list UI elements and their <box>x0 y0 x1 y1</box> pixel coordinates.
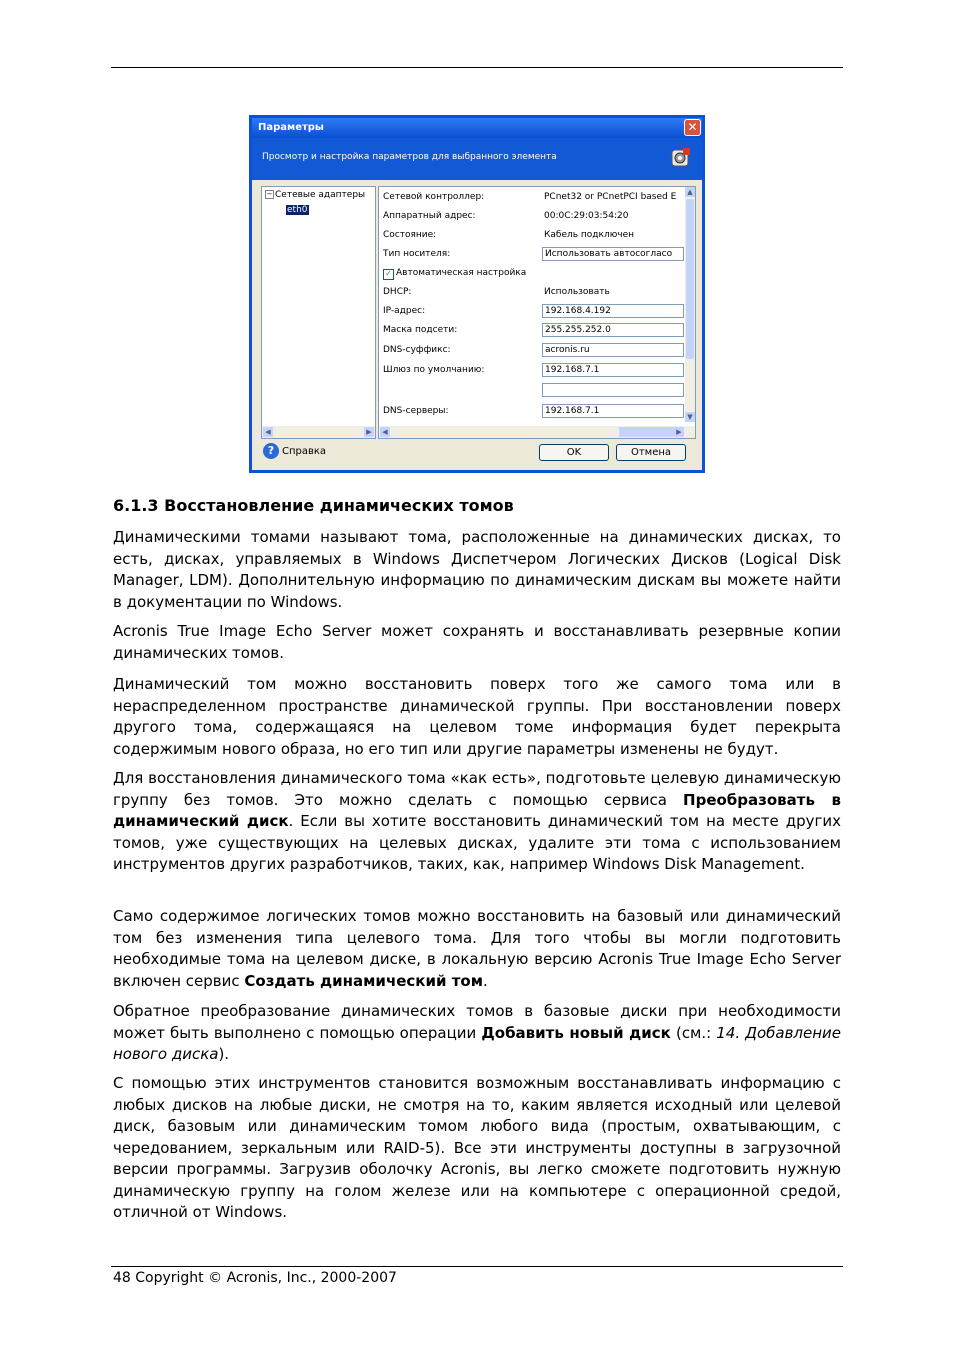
properties-horizontal-scrollbar[interactable] <box>379 426 695 438</box>
ok-button[interactable]: OK <box>539 444 609 461</box>
tree-horizontal-scrollbar[interactable] <box>262 426 375 438</box>
scroll-thumb[interactable] <box>619 427 679 437</box>
check-icon[interactable]: ✓ <box>383 269 394 280</box>
gear-icon <box>668 146 692 170</box>
parameters-dialog <box>249 115 705 473</box>
property-label: Тип носителя: <box>383 249 451 259</box>
ip-address-field[interactable]: 192.168.4.192 <box>542 304 684 318</box>
dialog-title: Параметры <box>258 122 324 133</box>
properties-vertical-scrollbar[interactable] <box>685 187 695 422</box>
service-name-convert: Преобразовать в динамический диск <box>113 790 841 830</box>
text-span: Само содержимое логических томов можно восстановить на базовый или динамический том без изменения типа целевого тома. Для того чтобы вы могли подготовить необходимые тома на целевом диске, в локальную версию Acronis True Image Echo Server включен сервис <box>113 907 841 990</box>
cross-reference-link[interactable]: 14. Добавление нового диска <box>113 1023 842 1063</box>
section-title: 6.1.3 Восстановление динамических томов <box>113 496 514 515</box>
text-span: ). <box>218 1045 230 1063</box>
paragraph <box>113 1001 841 1066</box>
property-label: Аппаратный адрес: <box>383 211 476 221</box>
property-label: DNS-серверы: <box>383 406 449 416</box>
dialog-body <box>252 138 702 470</box>
property-label: Сетевой контроллер: <box>383 192 485 202</box>
text-span: Обратное преобразование динамических томов в базовые диски при необходимости может быть выполнено с помощью операции <box>113 1002 841 1042</box>
help-icon: ? <box>263 443 279 459</box>
auto-config-label: Автоматическая настройка <box>396 268 527 278</box>
paragraph <box>113 906 841 992</box>
property-label: DNS-суффикс: <box>383 345 451 355</box>
scroll-right-icon[interactable]: ▶ <box>674 427 684 437</box>
scroll-left-icon[interactable]: ◀ <box>263 427 273 437</box>
close-icon[interactable]: ✕ <box>684 119 701 136</box>
property-value: Использовать <box>544 287 610 297</box>
property-label: Маска подсети: <box>383 325 458 335</box>
paragraph: Динамическими томами называют тома, расположенные на динамических дисках, то есть, дисках, управляемых в Windows Диспетчером Логических Дисков (Logical Disk Manager, LDM). Дополнительную информацию по динамическим дискам вы можете найти в документации по Windows. <box>113 528 841 611</box>
paragraph: Acronis True Image Echo Server может сохранять и восстанавливать резервные копии динамических томов. <box>113 622 841 662</box>
gateway-field[interactable]: 192.168.7.1 <box>542 363 684 377</box>
tree-root-label: Сетевые адаптеры <box>275 190 366 200</box>
gateway-field-2[interactable] <box>542 383 684 397</box>
subnet-mask-field[interactable]: 255.255.252.0 <box>542 323 684 337</box>
operation-name: Добавить новый диск <box>481 1023 671 1042</box>
dialog-header-text: Просмотр и настройка параметров для выбранного элемента <box>262 152 557 162</box>
property-label: DHCP: <box>383 287 412 297</box>
scroll-right-icon[interactable]: ▶ <box>364 427 374 437</box>
paragraph <box>113 768 841 876</box>
property-value: 00:0C:29:03:54:20 <box>544 211 629 221</box>
property-value: Кабель подключен <box>544 230 635 240</box>
dns-suffix-field[interactable]: acronis.ru <box>542 343 684 357</box>
scroll-left-icon[interactable]: ◀ <box>380 427 390 437</box>
tree-item-network-adapters[interactable] <box>265 190 365 200</box>
property-label: Шлюз по умолчанию: <box>383 365 485 375</box>
cancel-button[interactable]: Отмена <box>616 444 686 461</box>
properties-pane <box>378 186 696 439</box>
help-link[interactable] <box>263 443 326 459</box>
text-span: (см.: <box>670 1023 717 1042</box>
auto-config-checkbox-row[interactable] <box>383 268 526 280</box>
tree-item-eth0[interactable]: eth0 <box>287 205 308 215</box>
paragraph: С помощью этих инструментов становится возможным восстанавливать информацию с любых дисков на любые диски, не смотря на то, каким является исходный или целевой диск, базовым или динамическим томом любого вида (простым, охватывающим, с чередованием, зеркальным или RAID-5). Все эти инструменты доступны в загрузочной версии программы. Загрузив оболочку Acronis, вы легко сможете подготовить нужную динамическую группу на голом железе или на компьютере с операционной средой, отличной от Windows. <box>113 1074 841 1221</box>
dialog-titlebar <box>252 118 702 138</box>
scroll-up-icon[interactable]: ▲ <box>685 187 695 197</box>
adapters-tree <box>261 186 376 439</box>
property-label: Состояние: <box>383 230 437 240</box>
scroll-down-icon[interactable]: ▼ <box>685 412 695 422</box>
text-span: . Если вы хотите восстановить динамический том на месте других томов, уже существующих на целевых дисках, удалите эти тома с использованием инструментов других разработчиков, таких, как, например Windows Disk Management. <box>113 812 841 873</box>
media-type-select[interactable]: Использовать автосогласо <box>542 247 684 261</box>
bottom-rule <box>111 1266 843 1267</box>
top-rule <box>111 67 843 68</box>
paragraph: Динамический том можно восстановить поверх того же самого тома или в нераспределенном пространстве динамической группы. При восстановлении поверх другого тома, содержащаяся на целевом томе информация будет перекрыта содержимым нового образа, но его тип или другие параметры изменены не будут. <box>113 675 841 758</box>
text-span: . <box>482 971 488 990</box>
help-label: Справка <box>282 445 327 457</box>
property-label: IP-адрес: <box>383 306 426 316</box>
dialog-header <box>252 138 702 180</box>
text-span: Для восстановления динамического тома «как есть», подготовьте целевую динамическую группу без томов. Это можно сделать с помощью сервиса <box>113 769 841 809</box>
page-footer: 48 Copyright © Acronis, Inc., 2000-2007 <box>113 1270 397 1286</box>
service-name-create: Создать динамический том <box>244 971 483 990</box>
dns-servers-field[interactable]: 192.168.7.1 <box>542 404 684 418</box>
scroll-thumb[interactable] <box>686 199 694 359</box>
property-value: PCnet32 or PCnetPCI based E <box>544 192 677 202</box>
tree-collapse-icon[interactable]: − <box>266 190 273 198</box>
